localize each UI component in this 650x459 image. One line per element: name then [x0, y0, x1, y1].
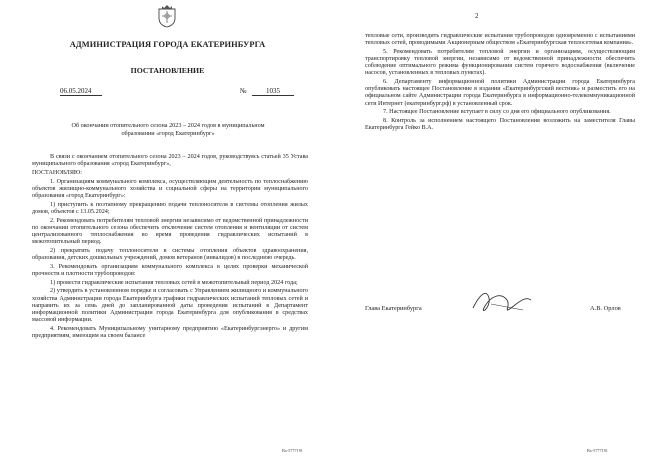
intro-paragraph: В связи с окончанием отопительного сезона 2023 – 2024 годов, руководствуясь статьей 35 Устава муниципального образования «город Екатеринбург», — [32, 154, 308, 168]
registration-stamp: Вх-5777191 — [587, 448, 608, 453]
item-6: 6. Департаменту информационной политики Администрации города Екатеринбурга опубликовать настоящее Постановление в издании «Екатеринбургский вестник» и разместить его на официальном сайте Администрации города Екатеринбурга в информационно-телекоммуникационной сети Интернет (екатеринбург.рф) в установленный срок. — [365, 79, 635, 107]
coat-of-arms-icon — [156, 3, 178, 28]
item-1: 1. Организациям коммунального комплекса, осуществляющим деятельность по теплоснабжению объектов жилищно-коммунального хозяйства и социальной сферы на территории муниципального образования «город Екатеринбург»: — [32, 178, 308, 199]
page-number: 2 — [475, 12, 479, 20]
item-3-2: 2) утвердить в установленном порядке и согласовать с Управлением жилищного и коммунального хозяйства Администрации города Екатеринбурга графики гидравлических испытаний тепловых сетей и направить их за семь дней до запланированной даты проведения испытаний в Департамент информационной политики Администрации города Екатеринбурга для опубликования в средствах массовой информации. — [32, 288, 308, 324]
item-4-continued: тепловые сети, производить гидравлические испытания трубопроводов одновременно с испытаниями тепловых сетей, проводимыми Акционерным обществом «Екатеринбургская теплосетевая компания». — [365, 33, 635, 47]
signer-name: А.В. Орлов — [590, 305, 621, 312]
number-sign: № — [240, 87, 247, 95]
document-body-page-1 — [32, 154, 308, 342]
item-3: 3. Рекомендовать организациям коммунального комплекса в целях проверки механической прочности и плотности трубопроводов: — [32, 263, 308, 277]
document-number: 1035 — [252, 87, 294, 96]
document-date: 06.05.2024 — [60, 87, 102, 96]
document-type: ПОСТАНОВЛЕНИЕ — [130, 66, 205, 75]
item-5: 5. Рекомендовать потребителям тепловой энергии и организациям, осуществляющим транспортировку тепловой энергии, независимо от ведомственной принадлежности обеспечить соблюдение оптимального режима функционирования систем горячего водоснабжения (включение насосов, установленных в тепловых пунктах). — [365, 48, 635, 77]
handwritten-signature — [467, 286, 537, 322]
document-subject: Об окончании отопительного сезона 2023 – 2024 годов в муниципальном образовании «город Екатеринбург» — [71, 122, 265, 137]
organization-title: АДМИНИСТРАЦИЯ ГОРОДА ЕКАТЕРИНБУРГА — [69, 40, 266, 49]
decree-heading: ПОСТАНОВЛЯЮ: — [32, 169, 82, 176]
registration-stamp: Вх-5777191 — [282, 448, 303, 453]
signer-role: Глава Екатеринбурга — [365, 305, 422, 312]
document-body-page-2 — [365, 33, 635, 134]
item-1-2: 2) прекратить подачу теплоносителя в системы отопления объектов здравоохранения, образования, детских дошкольных учреждений, домов ветеранов (инвалидов) в последнюю очередь. — [32, 247, 308, 261]
item-8: 8. Контроль за исполнением настоящего Постановления возложить на заместителя Главы Екатеринбурга Гейко В.А. — [365, 118, 635, 132]
item-2: 2. Рекомендовать потребителям тепловой энергии независимо от ведомственной принадлежности по окончании отопительного сезона обеспечить отключение систем отопления и вентиляции от систем централизованного теплоснабжения во время проведения гидравлических испытаний в межотопительный период. — [32, 217, 308, 246]
item-7: 7. Настоящее Постановление вступает в силу со дня его официального опубликования. — [383, 109, 611, 116]
item-1-1: 1) приступить к поэтапному прекращению подачи теплоносителя в системы отопления жилых домов, объектов с 13.05.2024; — [32, 201, 308, 215]
document-page-2 — [325, 0, 650, 459]
item-3-1: 1) провести гидравлические испытания тепловых сетей в межотопительный период 2024 года; — [50, 279, 298, 286]
item-4: 4. Рекомендовать Муниципальному унитарному предприятию «Екатеринбургэнерго» и другим предприятиям, имеющим на своем балансе — [32, 325, 308, 339]
